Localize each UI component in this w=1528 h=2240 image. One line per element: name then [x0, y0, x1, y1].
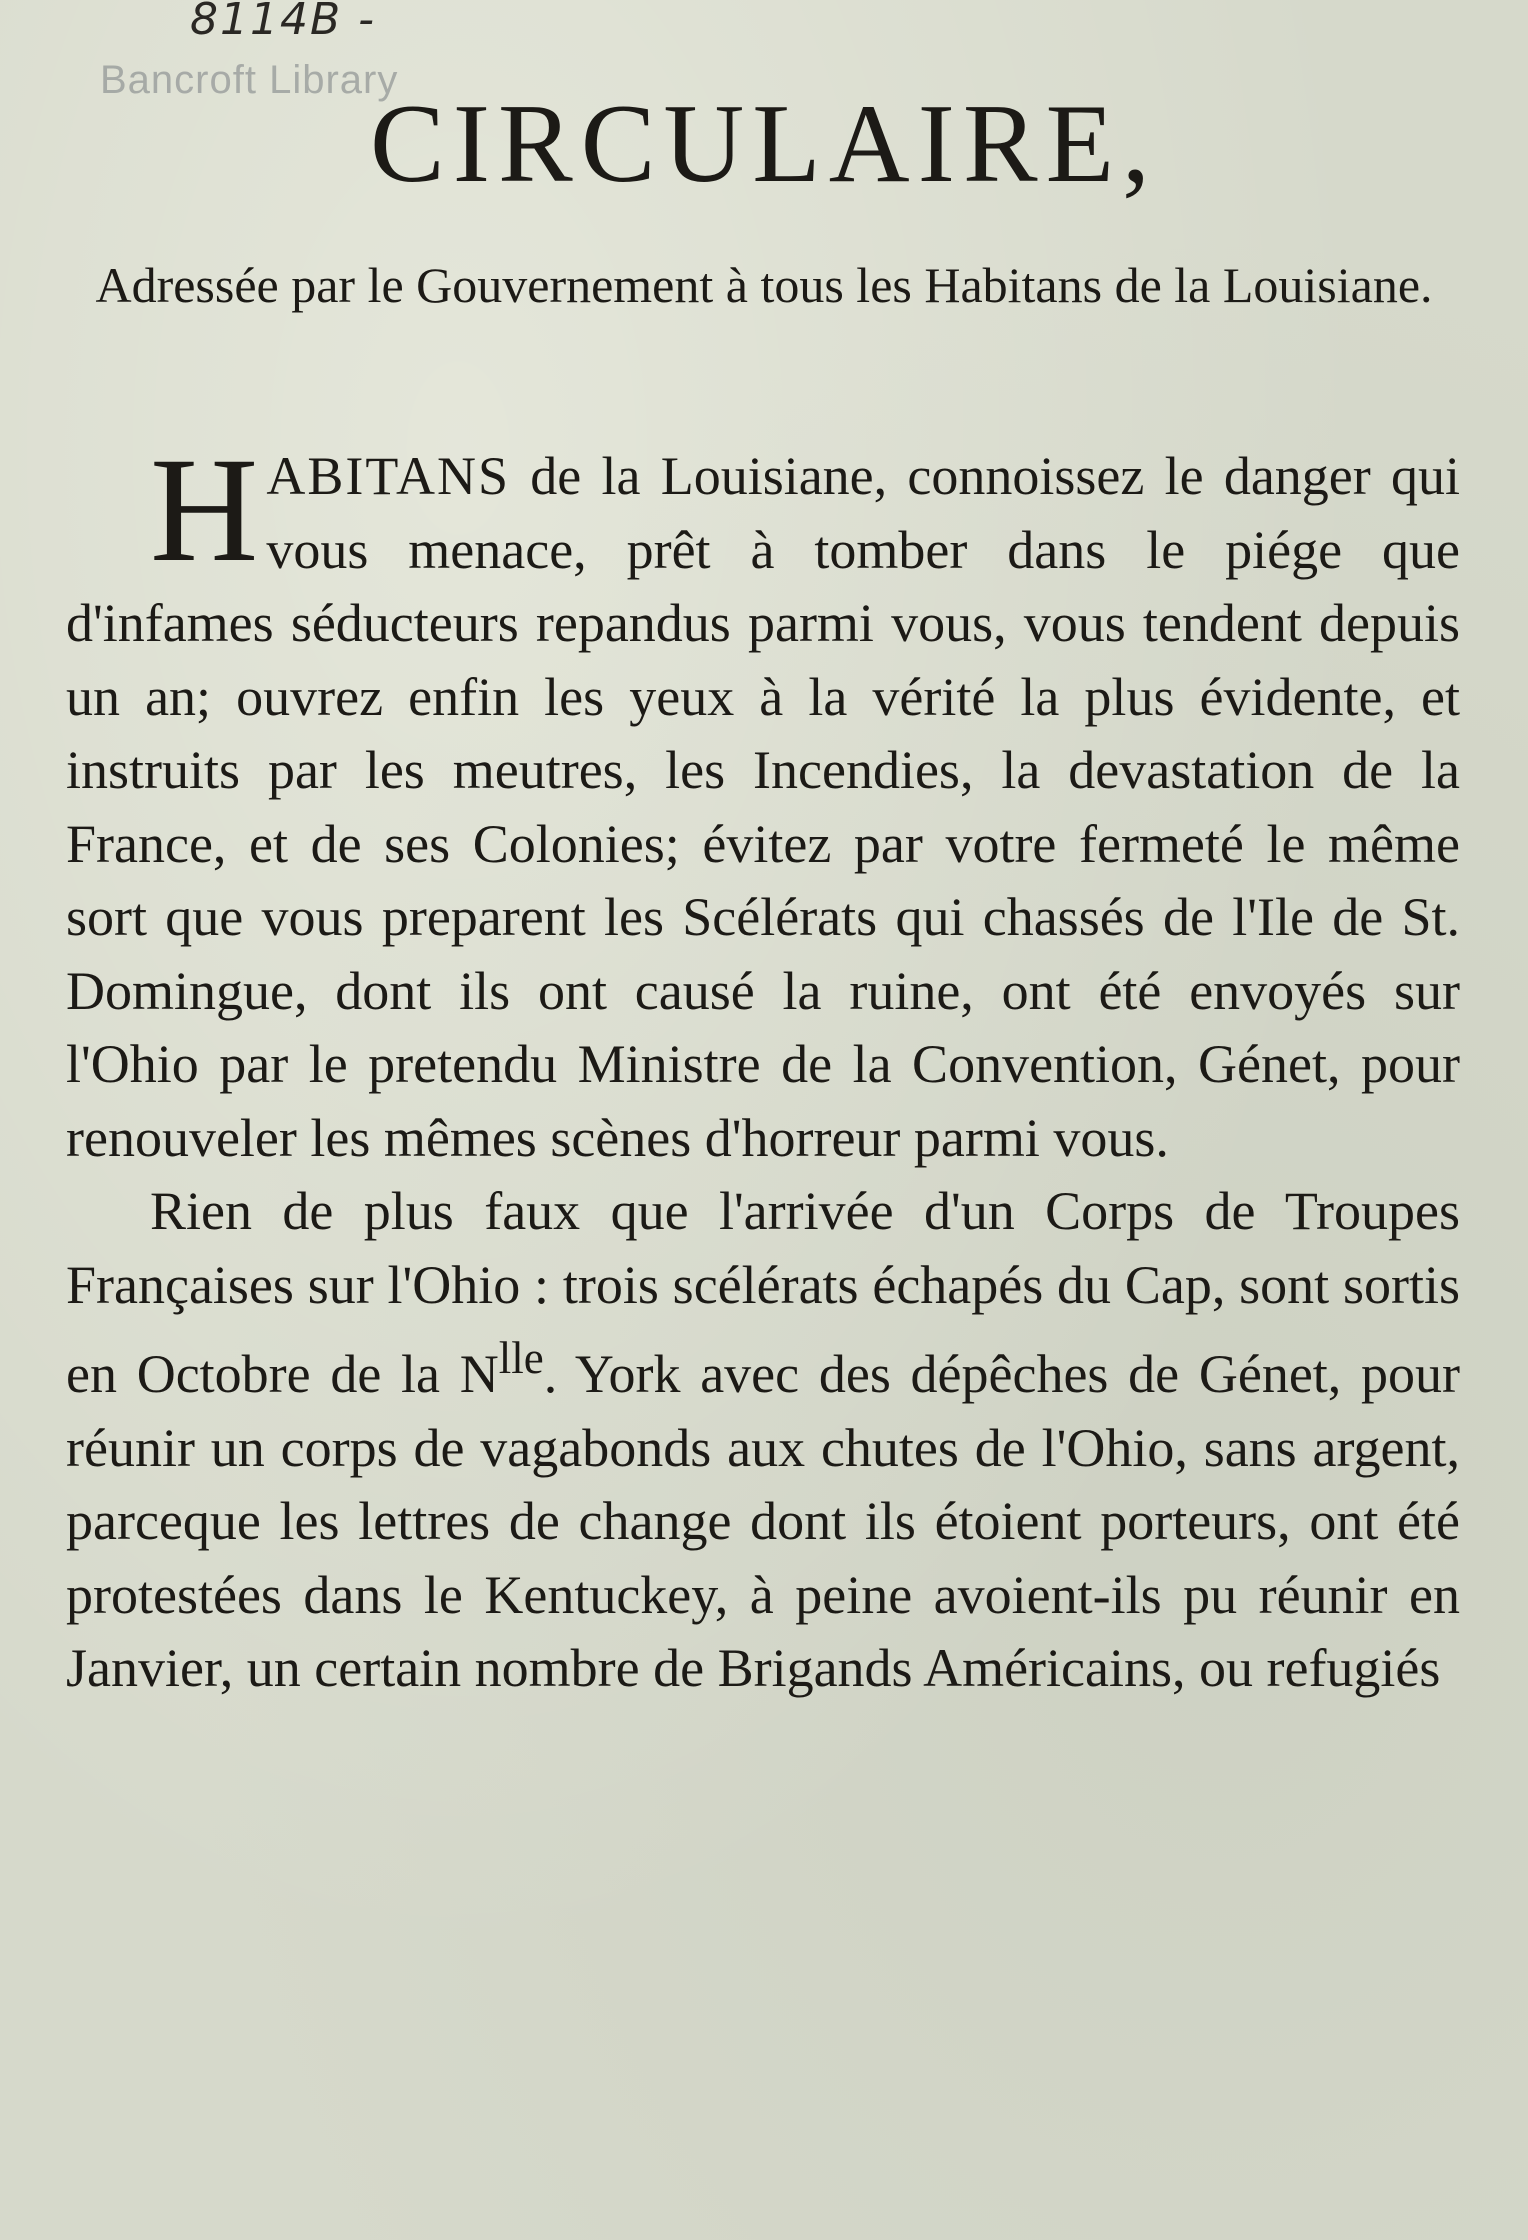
paragraph-2-superscript: lle [498, 1333, 544, 1383]
document-title: CIRCULAIRE, [370, 82, 1158, 206]
document-body [66, 427, 1460, 1706]
drop-cap: H [150, 427, 259, 593]
catalog-number: 8114B - [190, 0, 377, 45]
paragraph-2-text-start: Rien de plus faux que l'arrivée d'un Corps de Troupes Françaises sur l'Ohio : trois scélérats échapés du Cap, sont sortis en Octobre de la N [66, 1181, 1460, 1404]
library-stamp: Bancroft Library [100, 58, 399, 102]
document-subtitle: Adressée par le Gouvernement à tous les Habitans de la Louisiane. [95, 257, 1433, 313]
paragraph-2-text-end: . York avec des dépêches de Génet, pour réunir un corps de vagabonds aux chutes de l'Ohio, sans argent, parceque les lettres de change dont ils étoient porteurs, ont été protestées dans le Kentuckey, à peine avoient-ils pu réunir en Janvier, un certain nombre de Brigands Américains, ou refugiés [66, 1344, 1460, 1698]
paragraph-2 [66, 1175, 1460, 1706]
paragraph-1-lead: ABITANS [266, 446, 511, 506]
paragraph-1 [66, 427, 1460, 1175]
paragraph-1-text: de la Louisiane, connoissez le danger qui vous menace, prêt à tomber dans le piége que d'infames séducteurs repandus parmi vous, vous tendent depuis un an; ouvrez enfin les yeux à la vérité la plus évidente, et instruits par les meutres, les Incendies, la devastation de la France, et de ses Colonies; évitez par votre fermeté le même sort que vous preparent les Scélérats qui chassés de l'Ile de St. Domingue, dont ils ont causé la ruine, ont été envoyés sur l'Ohio par le pretendu Ministre de la Convention, Génet, pour renouveler les mêmes scènes d'horreur parmi vous. [66, 446, 1460, 1168]
